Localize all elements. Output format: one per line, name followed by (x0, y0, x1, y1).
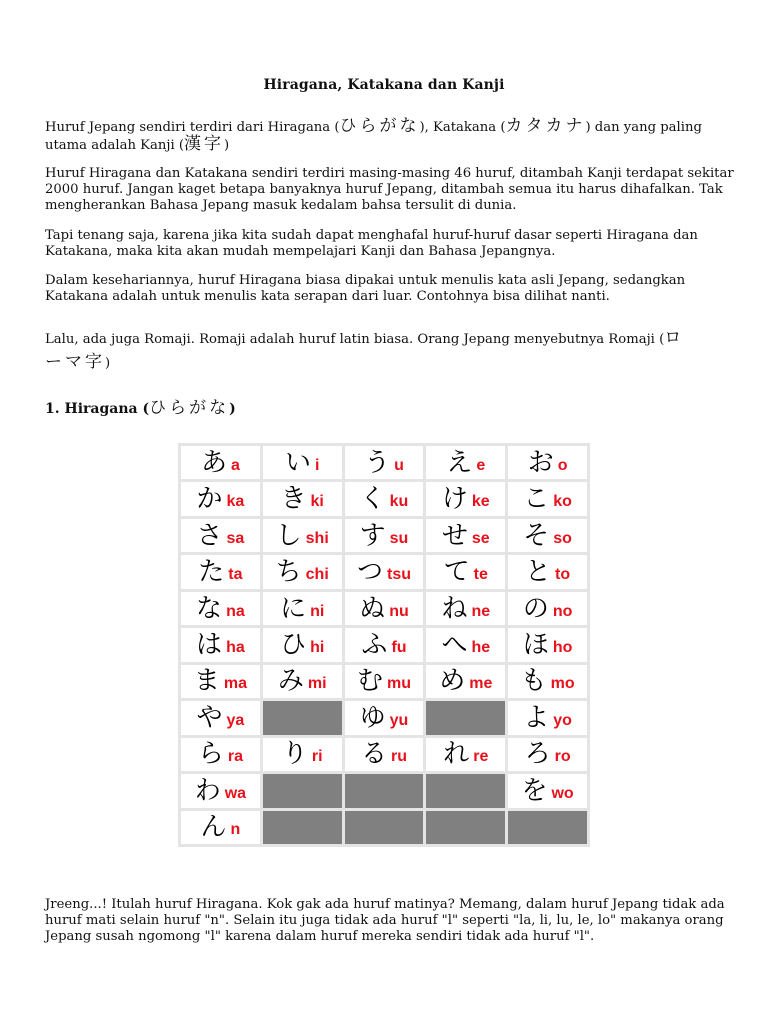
kana-cell (345, 665, 424, 698)
kana-cell (345, 519, 424, 552)
section-heading-hiragana (45, 393, 236, 418)
kana-char: た (198, 557, 225, 588)
kana-char: に (280, 593, 307, 624)
kana-char: や (196, 702, 223, 733)
kana-char: け (441, 484, 468, 515)
kana-cell (508, 701, 587, 734)
kana-char: ぬ (359, 593, 386, 624)
kana-cell (508, 774, 587, 807)
romaji-label: re (473, 748, 489, 766)
romaji-label: u (394, 456, 404, 474)
kana-char: ゆ (359, 702, 386, 733)
kana-cell (345, 555, 424, 588)
kana-char: い (284, 447, 311, 478)
kana-cell (345, 701, 424, 734)
kana-cell (345, 628, 424, 661)
kana-char: よ (523, 702, 550, 733)
kana-cell (508, 482, 587, 515)
romaji-label: he (471, 638, 491, 656)
intro-paragraph (45, 118, 735, 154)
kana-char: う (364, 447, 391, 478)
kana-cell (181, 701, 260, 734)
kana-cell (263, 446, 342, 479)
romaji-label: ne (471, 602, 491, 620)
romaji-label: a (230, 456, 240, 474)
kana-cell (181, 555, 260, 588)
romaji-label: ki (310, 493, 324, 511)
count-paragraph: Huruf Hiragana dan Katakana sendiri terdiri masing-masing 46 huruf, ditambah Kanji terdapat sekitar 2000 huruf. Jangan kaget betapa banyaknya huruf Jepang, ditambah semua itu harus dihafalkan. Tak mengherankan Bahasa Jepang masuk kedalam bahsa tersulit di dunia. (45, 166, 734, 213)
romaji-label: sa (226, 529, 245, 547)
kana-char: く (359, 484, 386, 515)
tenang-paragraph: Tapi tenang saja, karena jika kita sudah dapat menghafal huruf-huruf dasar seperti Hiragana dan Katakana, maka kita akan mudah mempelajari Kanji dan Bahasa Jepangnya. (45, 228, 698, 259)
kana-cell (181, 446, 260, 479)
kana-cell (263, 592, 342, 625)
kana-char: も (520, 666, 547, 697)
kana-char: る (360, 739, 387, 770)
kana-char: あ (200, 447, 227, 478)
kana-cell (508, 592, 587, 625)
kana-cell (345, 446, 424, 479)
kana-char: め (439, 666, 466, 697)
kana-char: す (359, 520, 386, 551)
kana-cell (508, 519, 587, 552)
romaji-label: ro (554, 748, 571, 766)
romaji-label: ru (391, 748, 407, 766)
romaji-label: ri (311, 748, 323, 766)
kana-cell (345, 482, 424, 515)
kana-char: の (522, 593, 549, 624)
romaji-label: tsu (387, 566, 411, 584)
kana-char: ち (275, 557, 302, 588)
section-jp: ひらがな (149, 398, 230, 418)
kana-cell (426, 555, 505, 588)
kana-cell (345, 592, 424, 625)
romaji-label: me (469, 675, 493, 693)
kana-cell (181, 738, 260, 771)
romaji-label: ku (389, 493, 409, 511)
romaji-label: yo (553, 711, 572, 729)
kana-char: む (356, 666, 383, 697)
kana-char: か (196, 484, 223, 515)
section-prefix: 1. Hiragana ( (45, 401, 150, 417)
kana-cell (181, 665, 260, 698)
romaji-label: so (553, 529, 572, 547)
empty-cell (426, 701, 505, 734)
kanji-word: 漢字 (184, 134, 224, 154)
kana-cell (508, 665, 587, 698)
romaji-paragraph (45, 327, 695, 375)
kana-char: ほ (522, 629, 549, 660)
romaji-label: o (557, 456, 568, 474)
romaji-label: wa (224, 784, 247, 802)
romaji-label: to (555, 566, 571, 584)
kana-char: り (281, 739, 308, 770)
kana-cell (508, 555, 587, 588)
kana-cell (426, 519, 505, 552)
empty-cell (508, 811, 587, 844)
kana-char: な (196, 593, 223, 624)
kana-char: れ (443, 739, 470, 770)
kana-char: を (521, 775, 548, 806)
kana-cell (181, 774, 260, 807)
romaji-label: ka (226, 493, 245, 511)
hiragana-table (178, 443, 590, 847)
romaji-label: shi (305, 529, 329, 547)
romaji-label: na (226, 602, 245, 620)
kana-char: み (277, 666, 304, 697)
usage-paragraph: Dalam kesehariannya, huruf Hiragana biasa dipakai untuk menulis kata asli Jepang, sedangkan Katakana adalah untuk menulis kata serapan dari luar. Contohnya bisa dilihat nanti. (45, 273, 686, 304)
kana-char: き (280, 484, 307, 515)
kana-char: ふ (361, 629, 388, 660)
romaji-label: no (552, 602, 573, 620)
kana-char: そ (523, 520, 550, 551)
romaji-label: i (314, 456, 320, 474)
romaji-label: mu (387, 675, 411, 693)
romaji-label: wo (551, 784, 574, 802)
empty-cell (263, 774, 342, 807)
intro-text-1: Huruf Jepang sendiri terdiri dari Hiragana ( (45, 120, 340, 135)
romaji-label: ko (553, 493, 572, 511)
romaji-label: chi (305, 566, 329, 584)
intro-text-4: ) (224, 138, 230, 153)
romaji-word: ローマ字 (45, 328, 685, 372)
kana-char: こ (523, 484, 550, 515)
kana-char: ね (441, 593, 468, 624)
romaji-label: ra (227, 748, 243, 766)
kana-char: ろ (524, 739, 551, 770)
kana-char: さ (196, 520, 223, 551)
kana-cell (263, 665, 342, 698)
kana-char: は (196, 629, 223, 660)
kana-cell (181, 482, 260, 515)
kana-cell (181, 592, 260, 625)
kana-char: ら (197, 739, 224, 770)
romaji-text-2: ) (105, 356, 111, 371)
romaji-label: mo (550, 675, 575, 693)
kana-char: と (525, 557, 552, 588)
romaji-label: te (473, 566, 488, 584)
kana-cell (345, 738, 424, 771)
romaji-label: ni (310, 602, 325, 620)
kana-cell (181, 628, 260, 661)
romaji-label: mi (307, 675, 327, 693)
kana-cell (426, 446, 505, 479)
kana-char: し (275, 520, 302, 551)
kana-cell (426, 628, 505, 661)
romaji-label: ha (226, 638, 245, 656)
romaji-label: ya (226, 711, 245, 729)
romaji-label: ta (228, 566, 243, 584)
kana-cell (263, 519, 342, 552)
empty-cell (426, 811, 505, 844)
kana-char: せ (441, 520, 468, 551)
hiragana-word: ひらがな (339, 116, 420, 136)
kana-cell (263, 555, 342, 588)
empty-cell (263, 701, 342, 734)
intro-text-3: ) dan yang paling utama adalah Kanji ( (45, 120, 702, 153)
romaji-label: yu (389, 711, 409, 729)
romaji-label: n (230, 821, 241, 839)
kana-char: お (527, 447, 554, 478)
kana-cell (426, 738, 505, 771)
kana-char: へ (441, 629, 468, 660)
kana-cell (426, 482, 505, 515)
intro-text-2: ), Katakana ( (419, 120, 506, 135)
kana-cell (263, 482, 342, 515)
romaji-text-1: Lalu, ada juga Romaji. Romaji adalah huruf latin biasa. Orang Jepang menyebutnya Romaji ( (45, 332, 665, 347)
romaji-label: su (389, 529, 409, 547)
kana-cell (181, 519, 260, 552)
kana-cell (426, 665, 505, 698)
kana-char: つ (356, 557, 383, 588)
romaji-label: hi (310, 638, 325, 656)
closing-paragraph: Jreeng...! Itulah huruf Hiragana. Kok gak ada huruf matinya? Memang, dalam huruf Jepang tidak ada huruf mati selain huruf "n". Selain itu juga tidak ada huruf "l" seperti "la, li, lu, le, lo" makanya orang Jepang susah ngomong "l" karena dalam huruf mereka sendiri tidak ada huruf "l". (45, 897, 725, 944)
empty-cell (345, 774, 424, 807)
kana-char: ん (200, 812, 227, 843)
section-suffix: ) (229, 401, 236, 417)
empty-cell (426, 774, 505, 807)
kana-cell (508, 738, 587, 771)
kana-char: て (443, 557, 470, 588)
kana-char: ま (193, 666, 220, 697)
kana-char: わ (194, 775, 221, 806)
empty-cell (345, 811, 424, 844)
romaji-label: fu (391, 638, 407, 656)
kana-cell (181, 811, 260, 844)
romaji-label: e (476, 456, 486, 474)
kana-char: ひ (280, 629, 307, 660)
kana-cell (263, 738, 342, 771)
romaji-label: ho (552, 638, 573, 656)
romaji-label: nu (389, 602, 409, 620)
kana-cell (263, 628, 342, 661)
romaji-label: ma (223, 675, 247, 693)
kana-cell (508, 628, 587, 661)
empty-cell (263, 811, 342, 844)
romaji-label: ke (471, 493, 490, 511)
kana-cell (508, 446, 587, 479)
romaji-label: se (471, 529, 490, 547)
katakana-word: カタカナ (505, 116, 586, 136)
kana-cell (426, 592, 505, 625)
page-title: Hiragana, Katakana dan Kanji (263, 77, 505, 93)
kana-char: え (446, 447, 473, 478)
